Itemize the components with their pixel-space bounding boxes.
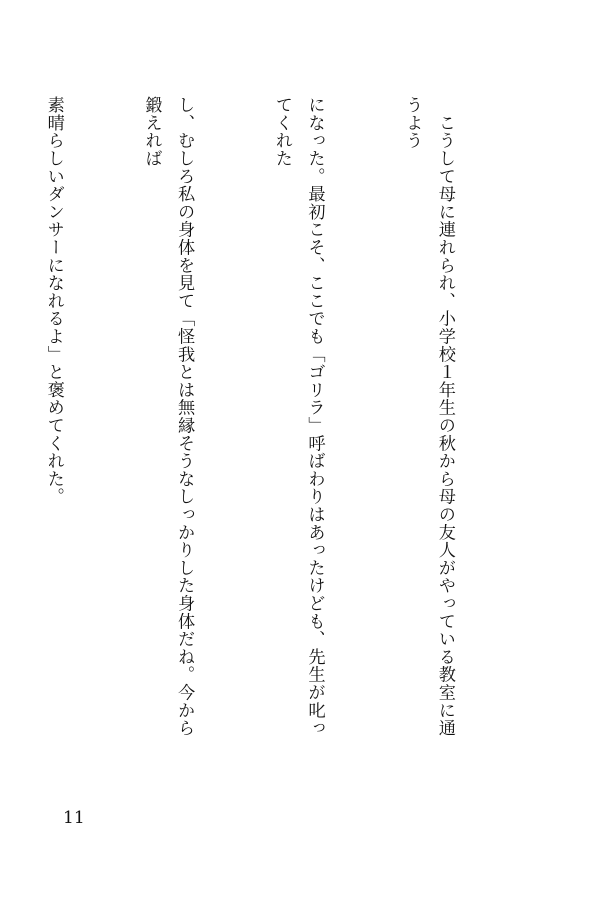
text-column: こうして母に連れられ、小学校１年生の秋から母の友人がやっている教室に通うよう	[402, 96, 455, 737]
text-column: になった。最初こそ、ここでも「ゴリラ」呼ばわりはあったけども、先生が叱ってくれた	[271, 96, 325, 737]
page-number: 11	[63, 808, 85, 828]
vertical-text-body	[0, 96, 526, 746]
text-column: し、むしろ私の身体を見て「怪我とは無縁そうなしっかりした身体だね。今から鍛えれば	[141, 96, 195, 737]
text-column: 素晴らしいダンサーになれるよ」と褒めてくれた。	[43, 96, 64, 506]
